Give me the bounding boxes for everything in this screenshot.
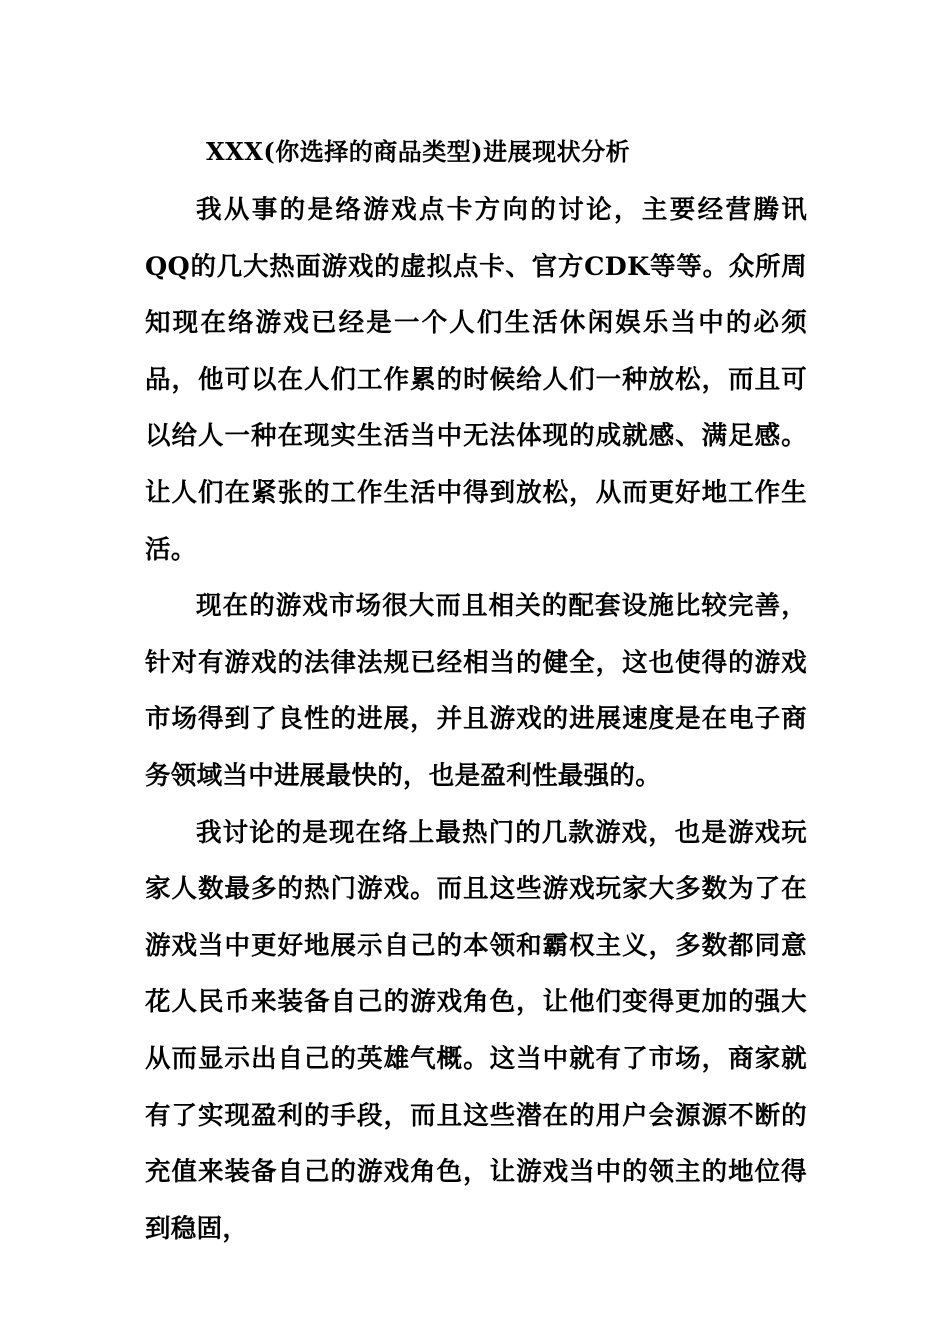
document-body: [145, 182, 807, 1257]
paragraph-1: 我从事的是络游戏点卡方向的讨论，主要经营腾讯QQ的几大热面游戏的虚拟点卡、官方CDK等等。众所周知现在络游戏已经是一个人们生活休闲娱乐当中的必须品，他可以在人们工作累的时候给人们一种放松，而且可以给人一种在现实生活当中无法体现的成就感、满足感。让人们在紧张的工作生活中得到放松，从而更好地工作生活。: [145, 195, 807, 565]
document-title: XXX(你选择的商品类型)进展现状分析: [206, 137, 631, 166]
paragraph-3: 我讨论的是现在络上最热门的几款游戏，也是游戏玩家人数最多的热门游戏。而且这些游戏玩家大多数为了在游戏当中更好地展示自己的本领和霸权主义，多数都同意花人民币来装备自己的游戏角色，让他们变得更加的强大从而显示出自己的英雄气概。这当中就有了市场，商家就有了实现盈利的手段，而且这些潜在的用户会源源不断的充值来装备自己的游戏角色，让游戏当中的领主的地位得到稳固，: [145, 817, 807, 1244]
paragraph-2: 现在的游戏市场很大而且相关的配套设施比较完善，针对有游戏的法律法规已经相当的健全，这也使得的游戏市场得到了良性的进展，并且游戏的进展速度是在电子商务领域当中进展最快的，也是盈利性最强的。: [145, 591, 807, 791]
